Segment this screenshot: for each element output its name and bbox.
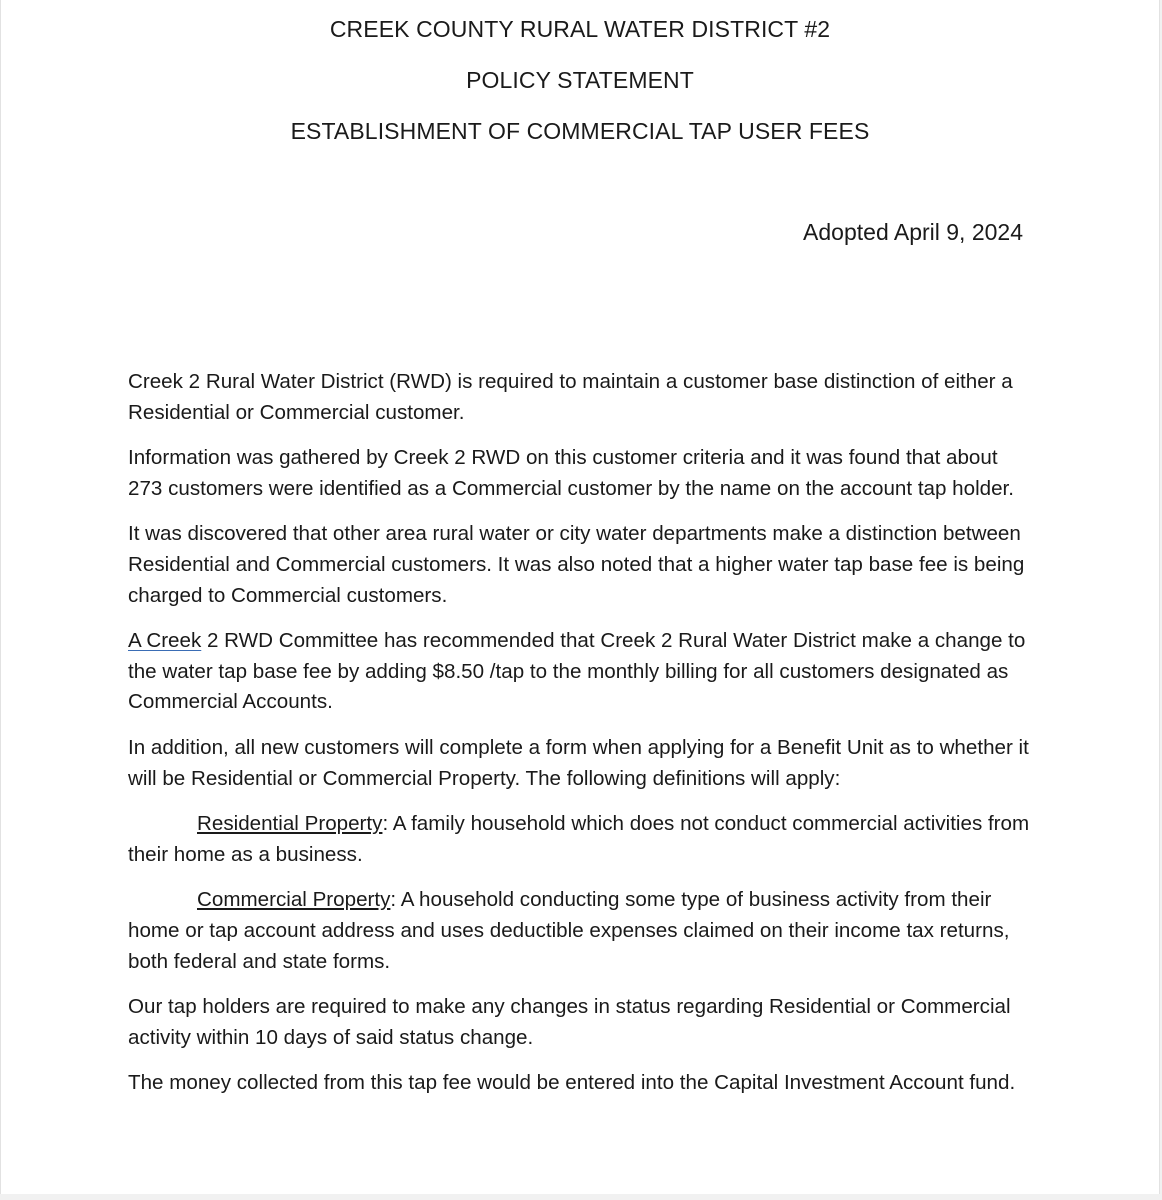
residential-term: Residential Property — [197, 812, 383, 836]
paragraph-information-gathered: Information was gathered by Creek 2 RWD on this customer criteria and it was found that about 273 customers were identified as a Commercial customer by the name on the account tap holder. — [128, 446, 1014, 500]
paragraph-committee-recommendation — [128, 626, 1033, 718]
residential-definition: : A family household which does not conduct commercial activities from their home as a business. — [128, 812, 1030, 866]
paragraph-status-changes: Our tap holders are required to make any changes in status regarding Residential or Commercial activity within 10 days of said status change. — [128, 995, 1011, 1049]
committee-recommendation-text: 2 RWD Committee has recommended that Creek 2 Rural Water District make a change to the water tap base fee by adding $8.50 /tap to the monthly billing for all customers designated as Commercial Accounts. — [128, 629, 1026, 714]
commercial-definition: : A household conducting some type of business activity from their home or tap account address and uses deductible expenses claimed on their income tax returns, both federal and state forms. — [128, 888, 1010, 973]
paragraph-other-departments: It was discovered that other area rural water or city water departments make a distinction between Residential and Commercial customers. It was also noted that a higher water tap base fee is being charged to Commercial customers. — [128, 522, 1025, 607]
policy-subject-title: ESTABLISHMENT OF COMMERCIAL TAP USER FEES — [290, 118, 870, 144]
definition-commercial — [128, 885, 1033, 977]
paragraph-customer-distinction: Creek 2 Rural Water District (RWD) is required to maintain a customer base distinction of either a Residential or Commercial customer. — [128, 370, 1013, 424]
committee-link-text: A Creek — [128, 629, 202, 653]
district-title: CREEK COUNTY RURAL WATER DISTRICT #2 — [329, 16, 831, 42]
paragraph-capital-investment: The money collected from this tap fee would be entered into the Capital Investment Account fund. — [128, 1071, 1016, 1095]
definition-residential — [128, 809, 1033, 870]
policy-statement-title: POLICY STATEMENT — [466, 67, 694, 93]
commercial-term: Commercial Property — [197, 888, 391, 912]
document-body — [128, 367, 1033, 1114]
paragraph-new-customers: In addition, all new customers will complete a form when applying for a Benefit Unit as to whether it will be Residential or Commercial Property. The following definitions will apply: — [128, 735, 1029, 790]
adopted-date: Adopted April 9, 2024 — [803, 219, 1023, 245]
